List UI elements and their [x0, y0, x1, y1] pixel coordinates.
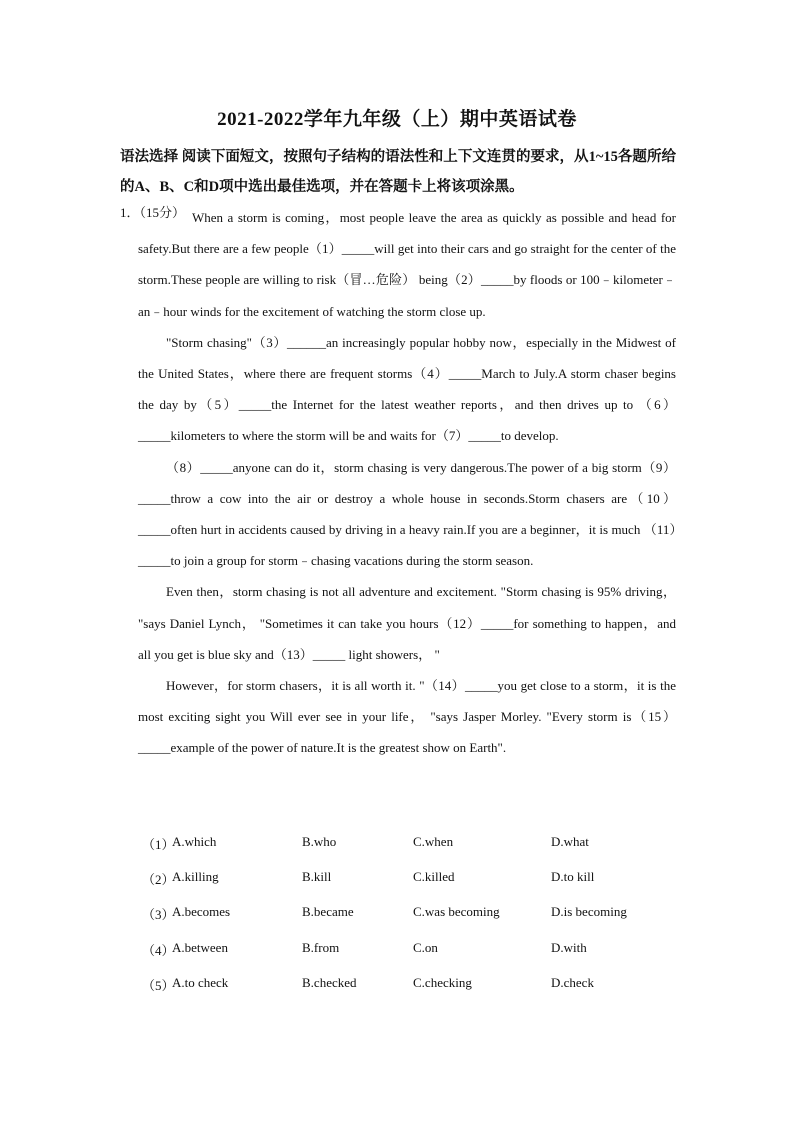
passage-paragraph: Even then，storm chasing is not all adventure and excitement. "Storm chasing is 95% driving， "says Daniel Lynch， "Sometimes it can take you hours（12）_____for something to happen，and all you get is blue sky and（13）_____ light showers， " — [138, 584, 676, 662]
option-number: （4） — [142, 942, 175, 958]
option-row-3 — [142, 896, 682, 931]
option-c[interactable]: C.killed — [413, 869, 455, 885]
option-a[interactable]: A.becomes — [172, 904, 231, 920]
reading-passage — [138, 202, 676, 764]
option-b[interactable]: B.checked — [302, 974, 357, 990]
option-number: （3） — [142, 907, 175, 923]
option-row-5 — [142, 967, 682, 1002]
option-d[interactable]: D.to kill — [551, 869, 595, 885]
page-title: 2021-2022学年九年级（上）期中英语试卷 — [217, 109, 577, 130]
option-row-2 — [142, 861, 682, 896]
section-instructions: 语法选择 阅读下面短文，按照句子结构的语法性和上下文连贯的要求，从1~15各题所给的A、B、C和D项中选出最佳选项，并在答题卡上将该项涂黑。 — [120, 149, 676, 195]
answer-options — [142, 826, 682, 1002]
option-c[interactable]: C.on — [413, 939, 438, 955]
option-d[interactable]: D.with — [551, 939, 587, 955]
option-a[interactable]: A.which — [172, 834, 217, 849]
option-a[interactable]: A.to check — [172, 974, 229, 990]
passage-paragraph: （8）_____anyone can do it，storm chasing is very dangerous.The power of a big storm（9）_____throw a cow into the air or destroy a whole house in seconds.Storm chasers are（10）_____often hurt in accidents caused by driving in a heavy rain.If you are a beginner，it is much （11）_____to join a group for storm﹣chasing vacations during the storm season. — [138, 459, 676, 569]
question-number: 1． — [120, 205, 140, 220]
option-a[interactable]: A.killing — [172, 869, 219, 885]
option-a[interactable]: A.between — [172, 939, 228, 955]
option-b[interactable]: B.kill — [302, 869, 332, 885]
option-row-4 — [142, 932, 682, 967]
option-d[interactable]: D.is becoming — [551, 904, 627, 920]
option-number: （5） — [142, 977, 175, 993]
question-score: （15分） — [139, 205, 186, 220]
passage-paragraph: However，for storm chasers，it is all worth it. "（14）_____you get close to a storm，it is the most exciting sight you Will ever see in your life， "says Jasper Morley. "Every storm is（15）_____example of the power of nature.It is the greatest show on Earth". — [138, 678, 676, 756]
option-row-1 — [142, 826, 682, 861]
option-c[interactable]: C.checking — [413, 974, 472, 990]
passage-paragraph: When a storm is coming，most people leave the area as quickly as possible and head for safety.But there are a few people（1）_____will get into their cars and go straight for the center of the storm.These people are willing to risk（冒…危险） being（2）_____by floods or 100﹣kilometer﹣ an﹣hour winds for the excitement of watching the storm close up. — [138, 210, 676, 319]
option-d[interactable]: D.check — [551, 974, 594, 990]
option-b[interactable]: B.who — [302, 834, 337, 849]
option-b[interactable]: B.became — [302, 904, 354, 920]
option-number: （1） — [142, 837, 175, 852]
option-number: （2） — [142, 872, 175, 888]
option-d[interactable]: D.what — [551, 834, 589, 849]
option-b[interactable]: B.from — [302, 939, 340, 955]
option-c[interactable]: C.was becoming — [413, 904, 500, 920]
passage-paragraph: "Storm chasing"（3）______an increasingly popular hobby now，especially in the Midwest of the United States，where there are frequent storms（4）_____March to July.A storm chaser begins the day by（5）_____the Internet for the latest weather reports，and then drives up to （6）_____kilometers to where the storm will be and waits for（7）_____to develop. — [138, 334, 676, 444]
option-c[interactable]: C.when — [413, 834, 454, 849]
